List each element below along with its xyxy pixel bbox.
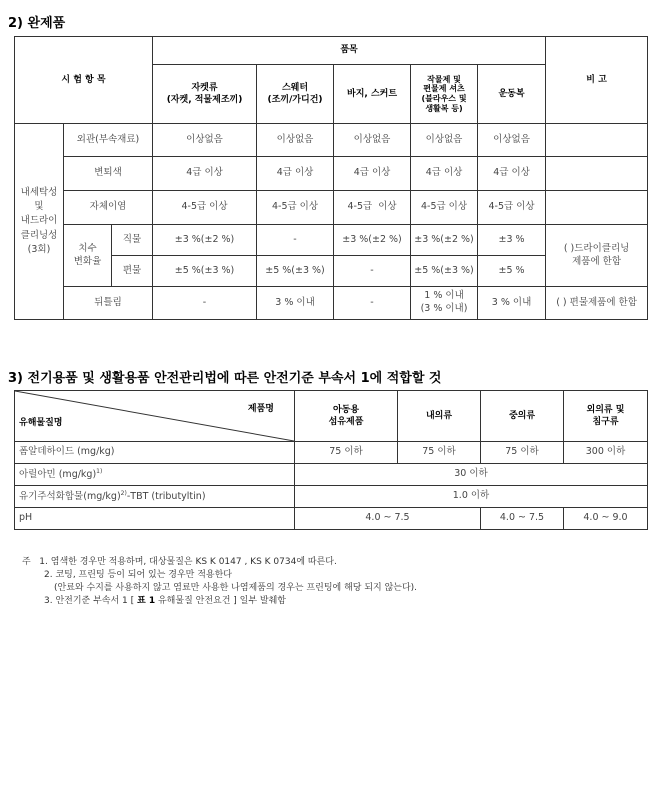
formaldehyde-label: 폼알데하이드 (mg/kg) [15, 442, 295, 464]
diagonal-header [15, 391, 295, 442]
note-1 [22, 556, 417, 569]
cell: ±5 %(±3 %) [411, 256, 478, 287]
twist-remark: ( ) 편물제품에 한함 [546, 287, 648, 320]
cell: ±3 %(±2 %) [153, 225, 257, 256]
row-label: 자체이염 [64, 191, 153, 225]
cell: 4급 이상 [334, 157, 411, 191]
organotin-label [15, 486, 295, 508]
cell: 3 % 이내 [257, 287, 334, 320]
cell: 4급 이상 [478, 157, 546, 191]
note-2: 2. 코팅, 프린팅 등이 되어 있는 경우만 적용한다 [44, 570, 232, 580]
product-header: 품목 [153, 37, 546, 65]
note-2b: (안료와 수지를 사용하지 않고 염료만 사용한 나염제품의 경우는 프린팅에 해당 되지 않는다). [54, 583, 418, 593]
cell: 4급 이상 [257, 157, 334, 191]
note-3c: 유해물질 안전요건 ] 일부 발췌함 [157, 596, 286, 606]
cell: 4.0 ~ 7.5 [481, 508, 564, 530]
col-underwear: 내의류 [398, 391, 481, 442]
cell: ±3 %(±2 %) [334, 225, 411, 256]
note-3a: 3. 안전기준 부속서 1 [ [44, 596, 135, 606]
cell: ±5 % [478, 256, 546, 287]
cell: ±5 %(±3 %) [153, 256, 257, 287]
col-outerwear: 외의류 및 침구류 [564, 391, 648, 442]
row-label: 변퇴색 [64, 157, 153, 191]
col-pants: 바지, 스커트 [334, 65, 411, 124]
cell: 4-5급 이상 [153, 191, 257, 225]
cell: 4급 이상 [411, 157, 478, 191]
group-label: 내세탁성 및 내드라이 클리닝성 (3회) [15, 124, 64, 320]
section2-title: 2) 완제품 [8, 16, 66, 31]
cell: 300 이하 [564, 442, 648, 464]
organotin-text: 유기주석화합물(mg/kg) [19, 490, 121, 502]
col-child: 아동용 섬유제품 [295, 391, 398, 442]
col-jacket: 자켓류 (자켓, 적물제조끼) [153, 65, 257, 124]
col-sweater: 스웨터 (조끼/가디건) [257, 65, 334, 124]
cell: 이상없음 [411, 124, 478, 157]
cell: - [153, 287, 257, 320]
cell: ±3 % [478, 225, 546, 256]
note-3 [22, 595, 417, 608]
cell: - [334, 256, 411, 287]
cell: 4-5급 이상 [411, 191, 478, 225]
row-label: 직물 [112, 225, 153, 256]
footnotes [22, 556, 417, 608]
note-prefix: 주 [22, 557, 31, 567]
footnote-1: 1) [96, 467, 103, 475]
section3-title: 3) 전기용품 및 생활용품 안전관리법에 따른 안전기준 부속서 1에 적합할 것 [8, 371, 442, 386]
cell: 3 % 이내 [478, 287, 546, 320]
cell: 75 이하 [481, 442, 564, 464]
hazard-table [14, 390, 648, 530]
organotin-value: 1.0 이하 [295, 486, 648, 508]
cell: 4-5급 이상 [334, 191, 411, 225]
cell: 이상없음 [153, 124, 257, 157]
cell: 4.0 ~ 9.0 [564, 508, 648, 530]
col-shirt: 작물제 및 편물제 셔츠 (블라우스 및 생활복 등) [411, 65, 478, 124]
footnote-2: 2) [120, 489, 127, 497]
cell: ±5 %(±3 %) [257, 256, 334, 287]
cell: 4-5급 이상 [478, 191, 546, 225]
finished-product-table [14, 36, 648, 320]
cell: 75 이하 [398, 442, 481, 464]
remark-cell [546, 191, 648, 225]
note-1-text: 1. 염색한 경우만 적용하며, 대상물질은 KS K 0147 , KS K 0734에 따른다. [39, 557, 337, 567]
cell: 1 % 이내 (3 % 이내) [411, 287, 478, 320]
remark-cell [546, 157, 648, 191]
cell: ±3 %(±2 %) [411, 225, 478, 256]
row-label: 외관(부속재료) [64, 124, 153, 157]
ph-label: pH [15, 508, 295, 530]
dim-remark: ( )드라이클리닝 제품에 한함 [546, 225, 648, 287]
dim-change-label: 치수 변화율 [64, 225, 112, 287]
hazard-name-label: 유해물질명 [19, 417, 63, 428]
product-name-label: 제품명 [247, 404, 274, 414]
arylamine-label [15, 464, 295, 486]
remark-cell [546, 124, 648, 157]
cell: 이상없음 [334, 124, 411, 157]
cell: 4.0 ~ 7.5 [295, 508, 481, 530]
cell: 4-5급 이상 [257, 191, 334, 225]
remark-header: 비 고 [546, 37, 648, 124]
cell: 4급 이상 [153, 157, 257, 191]
col-sportswear: 운동복 [478, 65, 546, 124]
arylamine-text: 아릴아민 (mg/kg) [19, 468, 97, 480]
organotin-suffix: -TBT (tributyltin) [126, 490, 206, 502]
row-label: 뒤틀림 [64, 287, 153, 320]
cell: 이상없음 [257, 124, 334, 157]
row-label: 편물 [112, 256, 153, 287]
note-3-bold: 표 1 [137, 596, 156, 606]
col-midwear: 중의류 [481, 391, 564, 442]
test-item-header: 시 험 항 목 [15, 37, 153, 124]
cell: - [334, 287, 411, 320]
cell: - [257, 225, 334, 256]
cell: 75 이하 [295, 442, 398, 464]
arylamine-value: 30 이하 [295, 464, 648, 486]
cell: 이상없음 [478, 124, 546, 157]
